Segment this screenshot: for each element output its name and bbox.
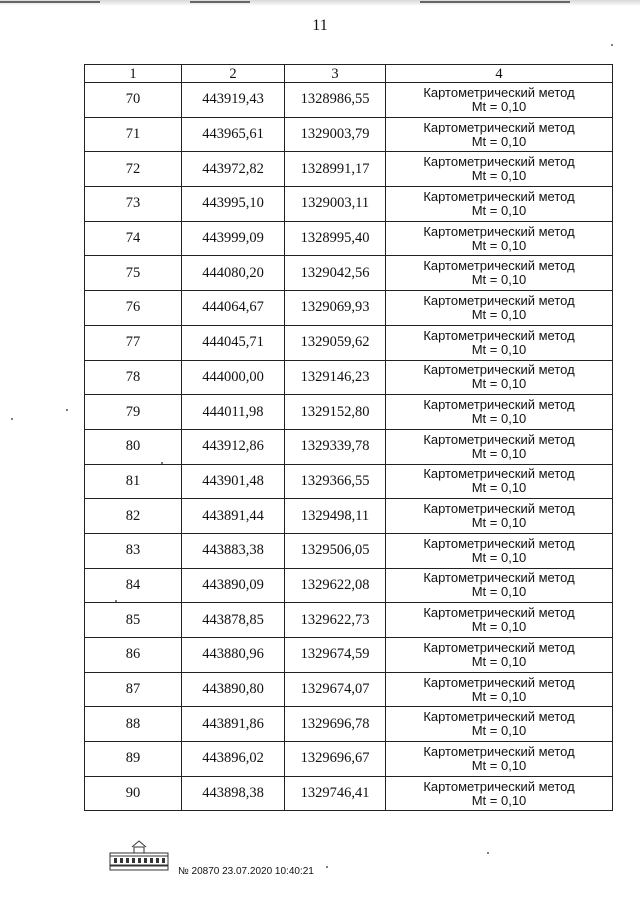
y-coordinate-cell: 1329042,56 <box>285 256 386 291</box>
point-number-cell: 80 <box>85 429 182 464</box>
point-number-cell: 86 <box>85 638 182 673</box>
accuracy-value: Mt = 0,10 <box>471 584 527 600</box>
table-row <box>85 568 613 603</box>
x-coordinate-cell: 443891,44 <box>182 499 285 534</box>
y-coordinate-cell: 1329339,78 <box>285 429 386 464</box>
method-name: Картометрический метод <box>423 605 575 621</box>
point-number-cell: 71 <box>85 117 182 152</box>
page-number: 11 <box>312 17 328 34</box>
method-name: Картометрический метод <box>423 258 575 274</box>
y-coordinate-cell: 1329069,93 <box>285 291 386 326</box>
scan-speck <box>487 852 489 854</box>
table-row <box>85 360 613 395</box>
point-number-cell: 76 <box>85 291 182 326</box>
y-coordinate-cell: 1328991,17 <box>285 152 386 187</box>
table-row <box>85 603 613 638</box>
method-cell <box>386 672 613 707</box>
point-number-cell: 79 <box>85 395 182 430</box>
x-coordinate-cell: 443995,10 <box>182 187 285 222</box>
x-coordinate-cell: 444045,71 <box>182 325 285 360</box>
point-number-cell: 82 <box>85 499 182 534</box>
table-row <box>85 672 613 707</box>
point-number-cell: 84 <box>85 568 182 603</box>
point-number-cell: 88 <box>85 707 182 742</box>
method-cell <box>386 83 613 118</box>
table-row <box>85 187 613 222</box>
method-name: Картометрический метод <box>423 154 575 170</box>
y-coordinate-cell: 1329622,73 <box>285 603 386 638</box>
y-coordinate-cell: 1329498,11 <box>285 499 386 534</box>
method-cell <box>386 117 613 152</box>
table-row <box>85 533 613 568</box>
x-coordinate-cell: 443919,43 <box>182 83 285 118</box>
x-coordinate-cell: 443972,82 <box>182 152 285 187</box>
method-name: Картометрический метод <box>423 188 575 204</box>
y-coordinate-cell: 1329146,23 <box>285 360 386 395</box>
method-name: Картометрический метод <box>423 84 575 100</box>
x-coordinate-cell: 443890,80 <box>182 672 285 707</box>
method-cell <box>386 776 613 811</box>
accuracy-value: Mt = 0,10 <box>471 549 527 565</box>
y-coordinate-cell: 1329674,59 <box>285 638 386 673</box>
accuracy-value: Mt = 0,10 <box>471 723 527 739</box>
y-coordinate-cell: 1329003,11 <box>285 187 386 222</box>
table-row <box>85 707 613 742</box>
x-coordinate-cell: 444080,20 <box>182 256 285 291</box>
y-coordinate-cell: 1329003,79 <box>285 117 386 152</box>
accuracy-value: Mt = 0,10 <box>471 341 527 357</box>
y-coordinate-cell: 1329059,62 <box>285 325 386 360</box>
point-number-cell: 73 <box>85 187 182 222</box>
method-cell <box>386 291 613 326</box>
point-number-cell: 90 <box>85 776 182 811</box>
method-cell <box>386 360 613 395</box>
header-col-1: 1 <box>85 65 182 83</box>
x-coordinate-cell: 443880,96 <box>182 638 285 673</box>
coordinates-table <box>84 64 613 811</box>
accuracy-value: Mt = 0,10 <box>471 202 527 218</box>
x-coordinate-cell: 444064,67 <box>182 291 285 326</box>
point-number-cell: 77 <box>85 325 182 360</box>
accuracy-value: Mt = 0,10 <box>471 411 527 427</box>
table-row <box>85 499 613 534</box>
method-name: Картометрический метод <box>423 223 575 239</box>
point-number-cell: 89 <box>85 742 182 777</box>
method-name: Картометрический метод <box>423 431 575 447</box>
point-number-cell: 70 <box>85 83 182 118</box>
method-cell <box>386 221 613 256</box>
scan-speck <box>161 462 163 464</box>
table-row <box>85 742 613 777</box>
accuracy-value: Mt = 0,10 <box>471 133 527 149</box>
y-coordinate-cell: 1328995,40 <box>285 221 386 256</box>
header-col-2: 2 <box>182 65 285 83</box>
x-coordinate-cell: 443912,86 <box>182 429 285 464</box>
y-coordinate-cell: 1328986,55 <box>285 83 386 118</box>
point-number-cell: 83 <box>85 533 182 568</box>
method-cell <box>386 603 613 638</box>
table-row <box>85 638 613 673</box>
table-row <box>85 776 613 811</box>
accuracy-value: Mt = 0,10 <box>471 168 527 184</box>
table-body <box>85 83 613 811</box>
accuracy-value: Mt = 0,10 <box>471 98 527 114</box>
point-number-cell: 75 <box>85 256 182 291</box>
scan-speck <box>11 418 13 420</box>
method-cell <box>386 187 613 222</box>
y-coordinate-cell: 1329696,78 <box>285 707 386 742</box>
table-row <box>85 464 613 499</box>
method-name: Картометрический метод <box>423 778 575 794</box>
scan-speck <box>611 44 613 46</box>
method-cell <box>386 742 613 777</box>
x-coordinate-cell: 443999,09 <box>182 221 285 256</box>
table-row <box>85 83 613 118</box>
y-coordinate-cell: 1329366,55 <box>285 464 386 499</box>
scan-speck <box>66 409 68 411</box>
method-name: Картометрический метод <box>423 709 575 725</box>
accuracy-value: Mt = 0,10 <box>471 515 527 531</box>
registration-stamp-text: № 20870 23.07.2020 10:40:21 <box>178 866 314 877</box>
method-name: Картометрический метод <box>423 535 575 551</box>
table-row <box>85 117 613 152</box>
method-name: Картометрический метод <box>423 466 575 482</box>
accuracy-value: Mt = 0,10 <box>471 272 527 288</box>
accuracy-value: Mt = 0,10 <box>471 688 527 704</box>
point-number-cell: 74 <box>85 221 182 256</box>
method-name: Картометрический метод <box>423 292 575 308</box>
method-name: Картометрический метод <box>423 501 575 517</box>
x-coordinate-cell: 443890,09 <box>182 568 285 603</box>
method-cell <box>386 256 613 291</box>
header-row <box>85 65 613 83</box>
table-row <box>85 429 613 464</box>
table-header <box>85 65 613 83</box>
x-coordinate-cell: 444011,98 <box>182 395 285 430</box>
x-coordinate-cell: 443965,61 <box>182 117 285 152</box>
accuracy-value: Mt = 0,10 <box>471 792 527 808</box>
accuracy-value: Mt = 0,10 <box>471 376 527 392</box>
scan-speck <box>326 866 328 868</box>
header-col-4: 4 <box>386 65 613 83</box>
x-coordinate-cell: 443896,02 <box>182 742 285 777</box>
point-number-cell: 85 <box>85 603 182 638</box>
method-cell <box>386 638 613 673</box>
point-number-cell: 87 <box>85 672 182 707</box>
scan-speck <box>115 600 117 602</box>
table-row <box>85 152 613 187</box>
accuracy-value: Mt = 0,10 <box>471 480 527 496</box>
method-cell <box>386 707 613 742</box>
table-row <box>85 256 613 291</box>
method-name: Картометрический метод <box>423 674 575 690</box>
accuracy-value: Mt = 0,10 <box>471 619 527 635</box>
method-cell <box>386 568 613 603</box>
x-coordinate-cell: 444000,00 <box>182 360 285 395</box>
header-col-3: 3 <box>285 65 386 83</box>
table-row <box>85 325 613 360</box>
table-row <box>85 291 613 326</box>
method-cell <box>386 533 613 568</box>
y-coordinate-cell: 1329152,80 <box>285 395 386 430</box>
accuracy-value: Mt = 0,10 <box>471 237 527 253</box>
method-name: Картометрический метод <box>423 397 575 413</box>
method-name: Картометрический метод <box>423 362 575 378</box>
method-name: Картометрический метод <box>423 327 575 343</box>
accuracy-value: Mt = 0,10 <box>471 757 527 773</box>
table-row <box>85 221 613 256</box>
method-name: Картометрический метод <box>423 119 575 135</box>
table-row <box>85 395 613 430</box>
x-coordinate-cell: 443901,48 <box>182 464 285 499</box>
building-stamp-icon <box>108 838 170 872</box>
point-number-cell: 78 <box>85 360 182 395</box>
x-coordinate-cell: 443891,86 <box>182 707 285 742</box>
y-coordinate-cell: 1329506,05 <box>285 533 386 568</box>
method-name: Картометрический метод <box>423 639 575 655</box>
method-cell <box>386 429 613 464</box>
method-name: Картометрический метод <box>423 743 575 759</box>
method-name: Картометрический метод <box>423 570 575 586</box>
method-cell <box>386 464 613 499</box>
method-cell <box>386 395 613 430</box>
method-cell <box>386 325 613 360</box>
y-coordinate-cell: 1329696,67 <box>285 742 386 777</box>
x-coordinate-cell: 443898,38 <box>182 776 285 811</box>
scan-top-edge <box>0 0 640 6</box>
x-coordinate-cell: 443883,38 <box>182 533 285 568</box>
accuracy-value: Mt = 0,10 <box>471 653 527 669</box>
y-coordinate-cell: 1329674,07 <box>285 672 386 707</box>
method-cell <box>386 152 613 187</box>
y-coordinate-cell: 1329622,08 <box>285 568 386 603</box>
y-coordinate-cell: 1329746,41 <box>285 776 386 811</box>
method-cell <box>386 499 613 534</box>
accuracy-value: Mt = 0,10 <box>471 445 527 461</box>
point-number-cell: 81 <box>85 464 182 499</box>
point-number-cell: 72 <box>85 152 182 187</box>
x-coordinate-cell: 443878,85 <box>182 603 285 638</box>
accuracy-value: Mt = 0,10 <box>471 306 527 322</box>
